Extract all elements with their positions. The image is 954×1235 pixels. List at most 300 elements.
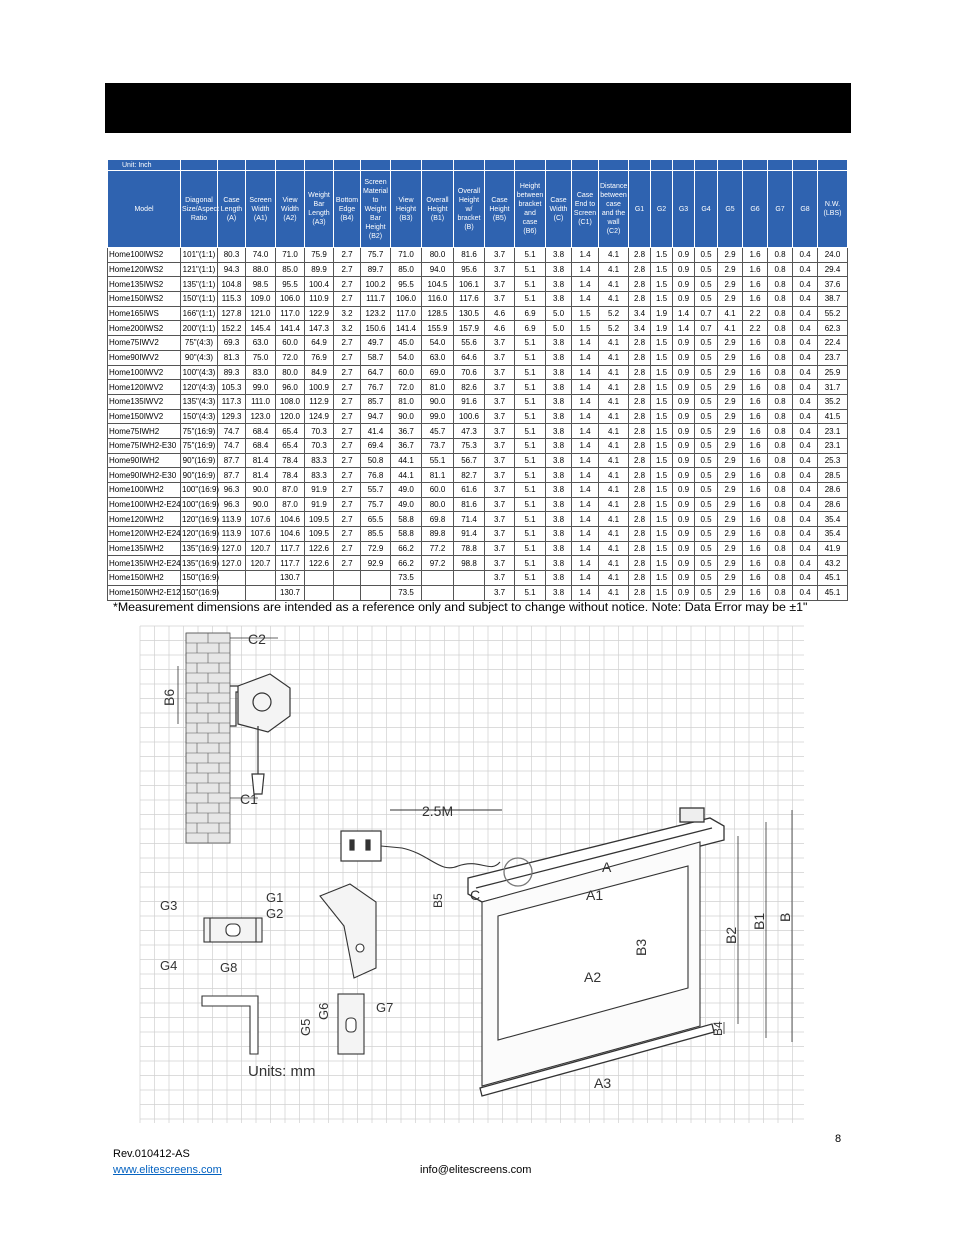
table-cell: 0.8: [768, 453, 793, 468]
table-cell: 78.4: [276, 468, 305, 483]
table-cell: 100.6: [454, 409, 485, 424]
table-cell: 94.0: [422, 262, 454, 277]
column-header: G5: [718, 171, 743, 248]
table-cell: 75"(16:9): [181, 438, 218, 453]
table-cell: 69.3: [218, 336, 246, 351]
table-cell: 3.8: [546, 424, 572, 439]
column-header: Height between bracket and case (B6): [515, 171, 546, 248]
table-cell: 2.8: [629, 277, 651, 292]
table-cell: 5.1: [515, 512, 546, 527]
table-cell: 3.8: [546, 292, 572, 307]
table-cell: 122.9: [305, 306, 334, 321]
table-cell: 89.8: [422, 527, 454, 542]
table-cell: 0.4: [793, 585, 818, 600]
label-b3: B3: [633, 938, 649, 956]
table-cell: 141.4: [391, 321, 422, 336]
table-cell: 64.6: [454, 350, 485, 365]
table-cell: 3.7: [485, 527, 515, 542]
column-header: View Width (A2): [276, 171, 305, 248]
table-cell: 89.3: [218, 365, 246, 380]
table-cell: 3.7: [485, 541, 515, 556]
label-g2: G2: [266, 906, 284, 921]
table-cell: 0.5: [695, 277, 718, 292]
table-cell: 1.5: [651, 512, 673, 527]
table-cell: 117.0: [276, 306, 305, 321]
table-cell: 1.4: [673, 306, 695, 321]
table-cell: 2.8: [629, 512, 651, 527]
table-cell: 0.8: [768, 394, 793, 409]
table-cell: 1.5: [651, 541, 673, 556]
table-cell: 70.6: [454, 365, 485, 380]
table-cell: 0.5: [695, 424, 718, 439]
table-cell: 3.4: [629, 321, 651, 336]
table-cell: 0.8: [768, 380, 793, 395]
table-cell: 150"(16:9): [181, 585, 218, 600]
table-cell: [334, 585, 361, 600]
table-cell: 0.4: [793, 262, 818, 277]
table-cell: 4.6: [485, 321, 515, 336]
table-cell: 147.3: [305, 321, 334, 336]
table-cell: 135"(16:9): [181, 541, 218, 556]
table-cell: 4.1: [599, 512, 629, 527]
revision-label: Rev.010412-AS: [113, 1148, 190, 1160]
bracket-top-view: [204, 918, 262, 942]
table-cell: 74.7: [218, 438, 246, 453]
table-cell: 5.1: [515, 292, 546, 307]
table-cell: 35.4: [818, 527, 848, 542]
table-cell: 3.8: [546, 453, 572, 468]
table-cell: 2.8: [629, 585, 651, 600]
table-cell: 0.5: [695, 438, 718, 453]
table-cell: [246, 585, 276, 600]
table-cell: 4.1: [599, 409, 629, 424]
table-cell: 0.8: [768, 541, 793, 556]
column-header: G4: [695, 171, 718, 248]
table-cell: 88.0: [246, 262, 276, 277]
table-cell: 60.0: [422, 483, 454, 498]
website-link[interactable]: www.elitescreens.com: [113, 1164, 222, 1176]
table-cell: 0.5: [695, 365, 718, 380]
table-cell: 2.7: [334, 541, 361, 556]
table-cell: 2.9: [718, 409, 743, 424]
table-row: [108, 380, 848, 395]
header-bar: [105, 83, 851, 133]
table-cell: 3.8: [546, 541, 572, 556]
table-row: [108, 424, 848, 439]
label-cord-length: 2.5M: [422, 803, 454, 819]
table-cell: 0.5: [695, 350, 718, 365]
table-cell: 3.4: [629, 306, 651, 321]
table-cell: 2.9: [718, 438, 743, 453]
model-cell: Home120IWH2: [108, 512, 181, 527]
column-header: Case Length (A): [218, 171, 246, 248]
table-cell: 5.1: [515, 424, 546, 439]
table-cell: 77.2: [422, 541, 454, 556]
table-cell: 90"(4:3): [181, 350, 218, 365]
table-cell: 1.5: [651, 394, 673, 409]
table-cell: 0.8: [768, 365, 793, 380]
table-cell: 74.7: [218, 424, 246, 439]
table-cell: 2.9: [718, 365, 743, 380]
table-cell: 35.2: [818, 394, 848, 409]
table-cell: 85.7: [361, 394, 391, 409]
table-cell: 122.6: [305, 541, 334, 556]
table-cell: 95.6: [454, 262, 485, 277]
table-cell: 2.9: [718, 336, 743, 351]
table-cell: 2.9: [718, 541, 743, 556]
table-cell: 2.9: [718, 424, 743, 439]
table-cell: 28.6: [818, 497, 848, 512]
table-cell: 2.8: [629, 350, 651, 365]
model-cell: Home75IWH2-E30: [108, 438, 181, 453]
table-cell: [246, 571, 276, 586]
table-cell: 3.8: [546, 350, 572, 365]
table-cell: 81.6: [454, 248, 485, 263]
table-cell: 81.0: [422, 380, 454, 395]
table-cell: 0.8: [768, 468, 793, 483]
table-cell: 0.5: [695, 336, 718, 351]
table-cell: 2.9: [718, 497, 743, 512]
table-cell: 3.8: [546, 497, 572, 512]
table-cell: 1.6: [743, 468, 768, 483]
model-cell: Home150IWS2: [108, 292, 181, 307]
table-cell: 56.7: [454, 453, 485, 468]
table-cell: 41.5: [818, 409, 848, 424]
table-cell: 0.8: [768, 512, 793, 527]
table-cell: 3.7: [485, 483, 515, 498]
table-cell: 0.4: [793, 277, 818, 292]
table-cell: 2.7: [334, 453, 361, 468]
table-cell: 23.1: [818, 438, 848, 453]
table-cell: 127.8: [218, 306, 246, 321]
table-cell: 3.8: [546, 409, 572, 424]
table-cell: 0.9: [673, 336, 695, 351]
table-cell: 155.9: [422, 321, 454, 336]
table-cell: 0.8: [768, 556, 793, 571]
table-cell: 1.5: [651, 365, 673, 380]
table-cell: 0.9: [673, 585, 695, 600]
table-cell: 1.4: [572, 556, 599, 571]
table-row: [108, 453, 848, 468]
table-cell: 0.4: [793, 394, 818, 409]
table-row: [108, 541, 848, 556]
table-cell: 120"(16:9): [181, 527, 218, 542]
table-cell: 0.8: [768, 409, 793, 424]
table-cell: 3.8: [546, 556, 572, 571]
table-cell: 84.9: [305, 365, 334, 380]
table-cell: 82.7: [454, 468, 485, 483]
table-cell: 3.7: [485, 453, 515, 468]
table-cell: 130.7: [276, 571, 305, 586]
table-cell: 5.1: [515, 438, 546, 453]
table-cell: 76.8: [361, 468, 391, 483]
table-cell: 83.3: [305, 468, 334, 483]
table-cell: 3.7: [485, 277, 515, 292]
table-cell: 90.0: [246, 497, 276, 512]
table-cell: 0.4: [793, 306, 818, 321]
table-cell: 2.7: [334, 394, 361, 409]
table-cell: 2.9: [718, 350, 743, 365]
table-cell: 0.4: [793, 321, 818, 336]
table-cell: 110.9: [305, 292, 334, 307]
table-cell: 124.9: [305, 409, 334, 424]
table-cell: 3.7: [485, 365, 515, 380]
model-cell: Home90IWH2-E30: [108, 468, 181, 483]
table-cell: 65.4: [276, 424, 305, 439]
table-cell: 2.9: [718, 512, 743, 527]
label-a: A: [602, 859, 612, 875]
table-cell: 121"(1:1): [181, 262, 218, 277]
table-cell: 64.7: [361, 365, 391, 380]
table-cell: 69.0: [422, 365, 454, 380]
table-cell: 1.5: [651, 409, 673, 424]
table-cell: 1.5: [651, 350, 673, 365]
table-cell: 89.7: [361, 262, 391, 277]
table-cell: 0.4: [793, 527, 818, 542]
table-cell: 117.6: [454, 292, 485, 307]
table-cell: 49.0: [391, 497, 422, 512]
table-cell: 55.1: [422, 453, 454, 468]
table-cell: 3.8: [546, 571, 572, 586]
table-cell: 0.9: [673, 497, 695, 512]
table-cell: 1.4: [572, 541, 599, 556]
table-cell: 4.1: [599, 453, 629, 468]
table-cell: 35.4: [818, 512, 848, 527]
table-cell: 0.9: [673, 483, 695, 498]
table-cell: 61.6: [454, 483, 485, 498]
table-cell: 1.6: [743, 277, 768, 292]
table-cell: [305, 585, 334, 600]
table-cell: 0.4: [793, 292, 818, 307]
table-cell: 100.2: [361, 277, 391, 292]
table-cell: 0.7: [695, 321, 718, 336]
table-cell: 152.2: [218, 321, 246, 336]
installation-diagram: [140, 626, 804, 1123]
table-cell: 3.8: [546, 585, 572, 600]
model-cell: Home100IWH2-E24: [108, 497, 181, 512]
table-cell: 2.7: [334, 292, 361, 307]
table-cell: 87.7: [218, 468, 246, 483]
table-cell: 1.5: [572, 321, 599, 336]
table-cell: 1.5: [651, 527, 673, 542]
table-cell: 1.6: [743, 497, 768, 512]
table-cell: 23.1: [818, 424, 848, 439]
table-cell: 3.7: [485, 556, 515, 571]
table-cell: 1.6: [743, 571, 768, 586]
table-cell: 122.6: [305, 556, 334, 571]
label-b1: B1: [751, 912, 767, 930]
table-cell: 1.5: [651, 262, 673, 277]
table-cell: 5.1: [515, 394, 546, 409]
table-cell: 0.9: [673, 512, 695, 527]
table-cell: 0.4: [793, 365, 818, 380]
table-cell: 81.1: [422, 468, 454, 483]
table-cell: 3.7: [485, 409, 515, 424]
table-cell: 1.6: [743, 365, 768, 380]
table-cell: 120.0: [276, 409, 305, 424]
label-b5: B5: [431, 893, 445, 908]
table-cell: 123.0: [246, 409, 276, 424]
table-cell: 121.0: [246, 306, 276, 321]
table-cell: 5.1: [515, 556, 546, 571]
table-cell: 0.9: [673, 468, 695, 483]
table-cell: 0.7: [695, 306, 718, 321]
table-row: [108, 512, 848, 527]
table-cell: 81.4: [246, 453, 276, 468]
table-cell: [334, 571, 361, 586]
table-cell: 1.4: [572, 468, 599, 483]
table-cell: 1.4: [572, 365, 599, 380]
table-cell: 3.7: [485, 571, 515, 586]
table-cell: 1.5: [651, 438, 673, 453]
table-cell: 135"(16:9): [181, 556, 218, 571]
table-cell: 91.9: [305, 483, 334, 498]
table-cell: 91.9: [305, 497, 334, 512]
table-cell: 115.3: [218, 292, 246, 307]
table-cell: 43.2: [818, 556, 848, 571]
table-cell: 2.8: [629, 380, 651, 395]
table-cell: 94.7: [361, 409, 391, 424]
table-cell: 91.6: [454, 394, 485, 409]
table-cell: 85.0: [391, 262, 422, 277]
table-cell: 99.0: [422, 409, 454, 424]
table-cell: 120"(16:9): [181, 512, 218, 527]
table-cell: 1.6: [743, 541, 768, 556]
table-cell: 25.9: [818, 365, 848, 380]
table-cell: 3.7: [485, 424, 515, 439]
table-cell: 0.5: [695, 483, 718, 498]
table-cell: 5.1: [515, 453, 546, 468]
table-cell: 1.4: [572, 497, 599, 512]
table-cell: 50.8: [361, 453, 391, 468]
table-cell: 71.0: [391, 248, 422, 263]
table-cell: 83.3: [305, 453, 334, 468]
table-cell: 63.0: [246, 336, 276, 351]
table-cell: 2.8: [629, 336, 651, 351]
table-cell: 1.5: [651, 248, 673, 263]
table-cell: 1.6: [743, 394, 768, 409]
table-cell: 1.5: [651, 453, 673, 468]
model-cell: Home150IWH2-E12: [108, 585, 181, 600]
table-cell: 3.7: [485, 336, 515, 351]
table-cell: 3.8: [546, 277, 572, 292]
table-cell: 5.1: [515, 365, 546, 380]
label-a3: A3: [594, 1075, 612, 1091]
table-cell: 87.7: [218, 453, 246, 468]
table-cell: 5.1: [515, 248, 546, 263]
table-cell: 1.4: [572, 277, 599, 292]
table-cell: 5.1: [515, 380, 546, 395]
column-header: G6: [743, 171, 768, 248]
spec-header-row: [108, 171, 848, 248]
table-cell: 2.9: [718, 556, 743, 571]
table-cell: 111.7: [361, 292, 391, 307]
table-cell: 111.0: [246, 394, 276, 409]
table-cell: 117.7: [276, 556, 305, 571]
table-cell: 1.5: [651, 585, 673, 600]
table-cell: 78.8: [454, 541, 485, 556]
table-cell: 1.6: [743, 556, 768, 571]
table-cell: 0.5: [695, 292, 718, 307]
model-cell: Home75IWH2: [108, 424, 181, 439]
table-cell: 0.4: [793, 380, 818, 395]
table-cell: [305, 571, 334, 586]
table-cell: 1.4: [572, 380, 599, 395]
table-row: [108, 438, 848, 453]
table-cell: 127.0: [218, 556, 246, 571]
table-cell: 96.0: [276, 380, 305, 395]
table-cell: 4.1: [599, 248, 629, 263]
table-cell: 95.5: [276, 277, 305, 292]
table-cell: 0.4: [793, 556, 818, 571]
table-cell: 4.1: [599, 424, 629, 439]
table-cell: 75.7: [361, 248, 391, 263]
table-cell: 5.2: [599, 321, 629, 336]
table-cell: 76.7: [361, 380, 391, 395]
table-cell: 1.5: [651, 556, 673, 571]
table-cell: 1.5: [651, 483, 673, 498]
table-cell: 29.4: [818, 262, 848, 277]
column-header: Overall Height w/ bracket (B): [454, 171, 485, 248]
table-cell: 0.9: [673, 248, 695, 263]
table-cell: 81.3: [218, 350, 246, 365]
table-cell: 0.9: [673, 409, 695, 424]
table-cell: 68.4: [246, 438, 276, 453]
column-header: Distance between case and the wall (C2): [599, 171, 629, 248]
table-row: [108, 277, 848, 292]
table-cell: 150"(4:3): [181, 409, 218, 424]
units-label: Units: mm: [248, 1063, 316, 1080]
table-cell: 113.9: [218, 512, 246, 527]
table-cell: 106.0: [391, 292, 422, 307]
label-g1: G1: [266, 890, 284, 905]
spec-table: [107, 159, 848, 601]
table-cell: 1.5: [651, 277, 673, 292]
table-cell: 2.7: [334, 497, 361, 512]
table-cell: 2.8: [629, 248, 651, 263]
table-cell: 0.5: [695, 394, 718, 409]
table-cell: 96.3: [218, 497, 246, 512]
table-cell: 0.4: [793, 468, 818, 483]
table-cell: 135"(1:1): [181, 277, 218, 292]
table-cell: 5.1: [515, 585, 546, 600]
table-cell: 104.6: [276, 512, 305, 527]
model-cell: Home90IWV2: [108, 350, 181, 365]
table-cell: 91.4: [454, 527, 485, 542]
column-header: Diagonal Size/Aspect Ratio: [181, 171, 218, 248]
table-cell: [422, 571, 454, 586]
table-row: [108, 497, 848, 512]
table-cell: 2.8: [629, 468, 651, 483]
model-cell: Home135IWS2: [108, 277, 181, 292]
table-cell: 60.0: [391, 365, 422, 380]
table-cell: 63.0: [422, 350, 454, 365]
table-cell: 54.0: [391, 350, 422, 365]
table-cell: 4.1: [599, 497, 629, 512]
model-cell: Home150IWV2: [108, 409, 181, 424]
model-cell: Home165IWS: [108, 306, 181, 321]
table-cell: 0.9: [673, 380, 695, 395]
table-cell: 0.8: [768, 585, 793, 600]
table-cell: 2.7: [334, 409, 361, 424]
table-cell: 72.0: [391, 380, 422, 395]
table-cell: 22.4: [818, 336, 848, 351]
table-cell: 2.7: [334, 438, 361, 453]
table-cell: 101"(1:1): [181, 248, 218, 263]
table-cell: 2.9: [718, 468, 743, 483]
table-cell: 1.6: [743, 380, 768, 395]
table-cell: 80.0: [422, 497, 454, 512]
